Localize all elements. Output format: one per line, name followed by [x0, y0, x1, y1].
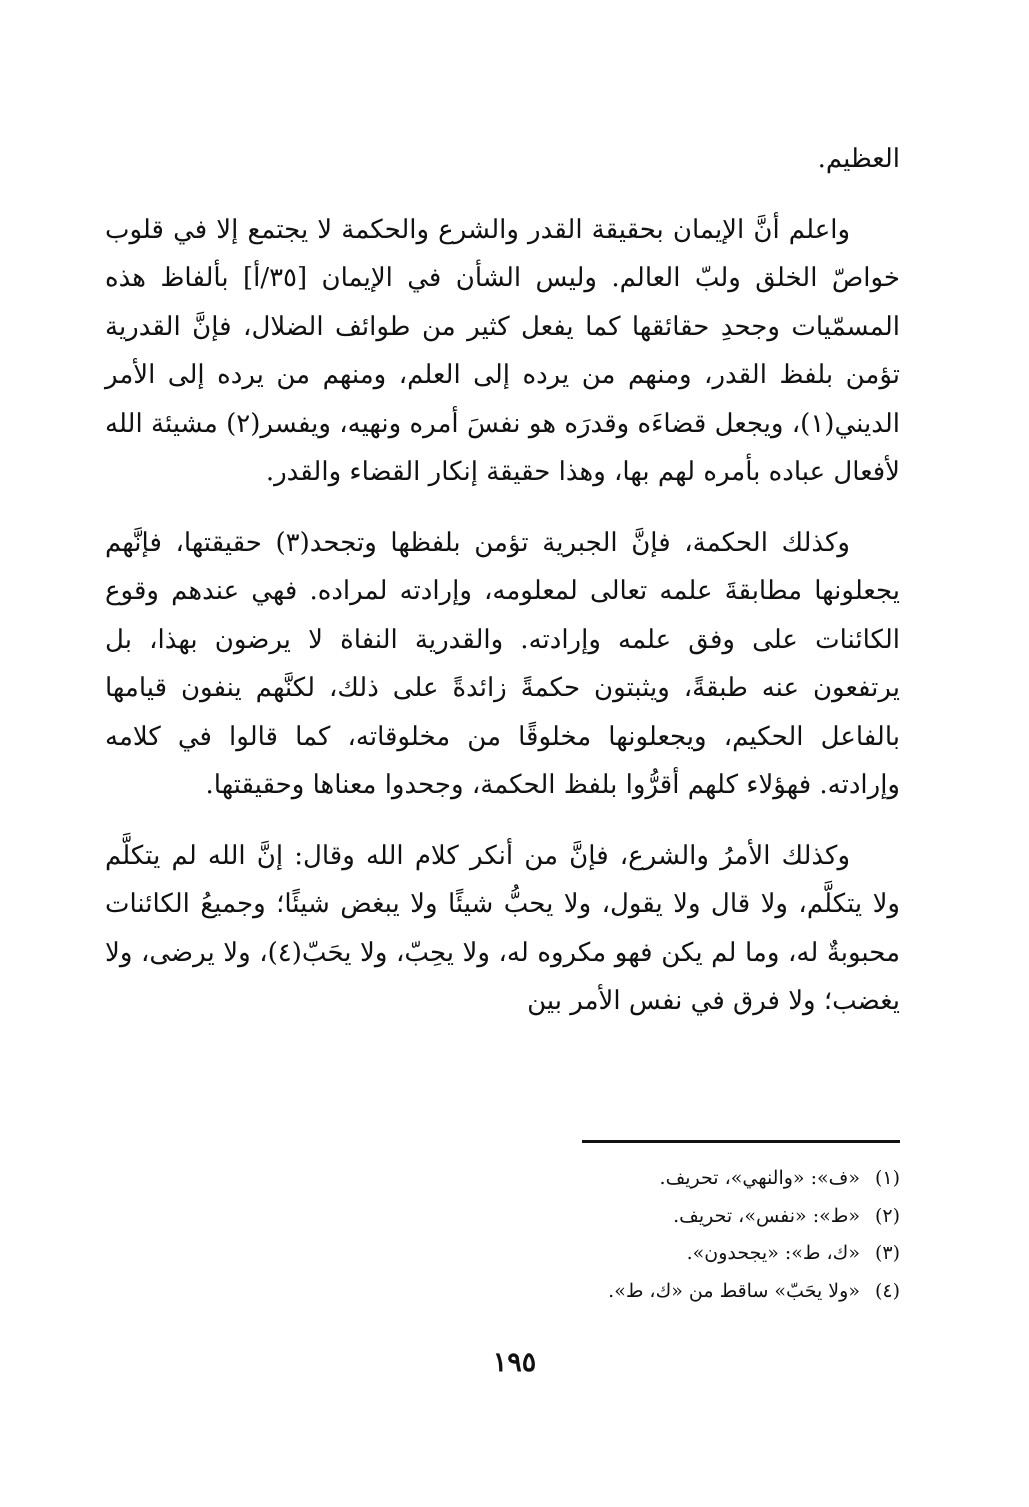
footnote-number: (٢)	[874, 1204, 900, 1227]
main-text	[105, 135, 900, 1026]
footnote-number: (٣)	[874, 1242, 900, 1264]
footnote-4	[105, 1273, 900, 1311]
footnote-3	[105, 1235, 900, 1273]
page-number: ١٩٥	[492, 1347, 537, 1378]
paragraph-1: العظيم.	[817, 144, 900, 174]
footnote-text: «ك، ط»: «يجحدون».	[686, 1242, 860, 1264]
footnote-1	[105, 1160, 900, 1198]
paragraph-2: واعلم أنَّ الإيمان بحقيقة القدر والشرع والحكمة لا يجتمع إلا في قلوب خواصّ الخلق ولبّ العالم. وليس الشأن في الإيمان [٣٥/أ] بألفاظ هذه المسمّيات وجحدِ حقائقها كما يفعل كثير من طوائف الضلال، فإنَّ القدرية تؤمن بلفظ القدر، ومنهم من يرده إلى العلم، ومنهم من يرده إلى الأمر الديني(١)، ويجعل قضاءَه وقدرَه هو نفسَ أمره ونهيه، ويفسر(٢) مشيئة الله لأفعال عباده بأمره لهم بها، وهذا حقيقة إنكار القضاء والقدر.	[105, 214, 900, 487]
footnote-separator	[582, 1140, 900, 1143]
footnote-2	[105, 1198, 900, 1236]
footnote-number: (٤)	[874, 1279, 900, 1302]
footnote-text: «ف»: «والنهي»، تحريف.	[659, 1167, 860, 1189]
paragraph-4: وكذلك الأمرُ والشرع، فإنَّ من أنكر كلام الله وقال: إنَّ الله لم يتكلَّم ولا يتكلَّم، ولا قال ولا يقول، ولا يحبُّ شيئًا ولا يبغض شيئًا؛ وجميعُ الكائنات محبوبةٌ له، وما لم يكن فهو مكروه له، ولا يحِبّ، ولا يحَبّ(٤)، ولا يرضى، ولا يغضب؛ ولا فرق في نفس الأمر بين	[105, 840, 900, 1016]
footnote-text: «ولا يحَبّ» ساقط من «ك، ط».	[608, 1279, 860, 1302]
footnote-number: (١)	[874, 1167, 900, 1189]
footnotes	[105, 1160, 900, 1310]
paragraph-3: وكذلك الحكمة، فإنَّ الجبرية تؤمن بلفظها وتجحد(٣) حقيقتها، فإنَّهم يجعلونها مطابقةَ علمه تعالى لمعلومه، وإرادته لمراده. فهي عندهم وقوع الكائنات على وفق علمه وإرادته. والقدرية النفاة لا يرضون بهذا، بل يرتفعون عنه طبقةً، ويثبتون حكمةً زائدةً على ذلك، لكنَّهم ينفون قيامها بالفاعل الحكيم، ويجعلونها مخلوقًا من مخلوقاته، كما قالوا في كلامه وإرادته. فهؤلاء كلهم أقرُّوا بلفظ الحكمة، وجحدوا معناها وحقيقتها.	[105, 527, 900, 800]
footnote-text: «ط»: «نفس»، تحريف.	[673, 1204, 860, 1227]
